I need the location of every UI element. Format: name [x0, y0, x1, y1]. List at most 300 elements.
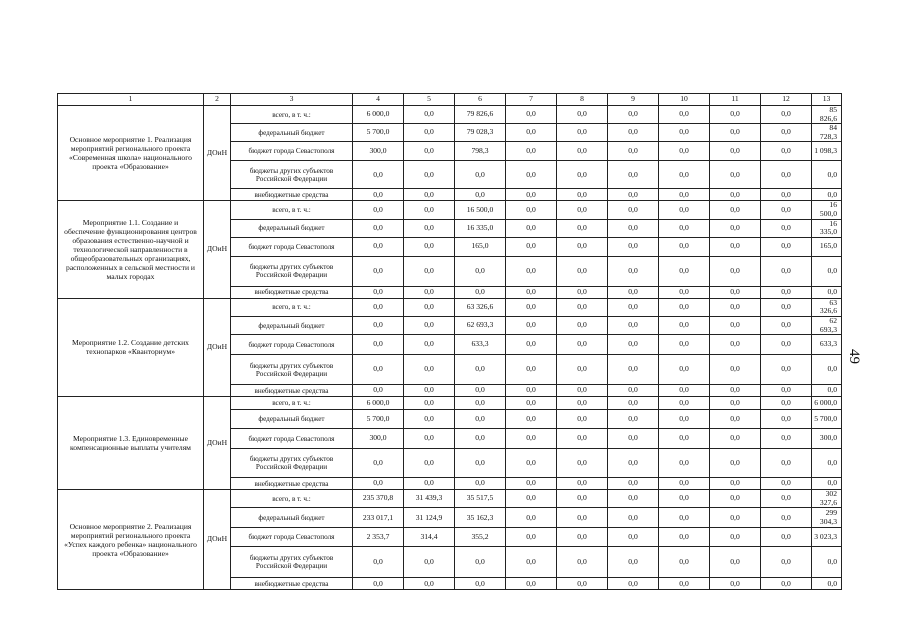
value-cell: 0,0	[710, 508, 761, 528]
value-cell: 0,0	[506, 161, 557, 189]
value-cell: 0,0	[761, 429, 812, 449]
value-cell: 0,0	[608, 298, 659, 316]
value-cell: 0,0	[353, 478, 404, 490]
value-cell: 0,0	[761, 298, 812, 316]
value-cell: 165,0	[455, 237, 506, 256]
value-cell: 0,0	[608, 449, 659, 478]
value-cell: 0,0	[506, 478, 557, 490]
table-row	[58, 106, 842, 124]
funding-source-cell: всего, в т. ч.:	[231, 201, 353, 219]
value-cell: 0,0	[404, 547, 455, 578]
header-cell: 4	[353, 94, 404, 106]
value-cell: 0,0	[353, 256, 404, 286]
value-cell: 0,0	[710, 385, 761, 397]
funding-source-cell: федеральный бюджет	[231, 219, 353, 237]
value-cell: 0,0	[506, 298, 557, 316]
value-cell: 0,0	[659, 478, 710, 490]
value-cell: 0,0	[710, 161, 761, 189]
value-cell: 0,0	[659, 298, 710, 316]
value-cell: 0,0	[761, 316, 812, 334]
value-cell: 0,0	[659, 355, 710, 385]
value-cell: 0,0	[659, 385, 710, 397]
value-cell: 0,0	[557, 189, 608, 201]
value-cell: 0,0	[404, 237, 455, 256]
budget-table	[57, 93, 842, 590]
funding-source-cell: бюджеты других субъектов Российской Федерации	[231, 256, 353, 286]
value-cell: 0,0	[455, 578, 506, 590]
value-cell: 0,0	[455, 478, 506, 490]
total-value-cell: 300,0	[812, 429, 842, 449]
value-cell: 0,0	[608, 578, 659, 590]
value-cell: 0,0	[608, 189, 659, 201]
total-value-cell: 16 335,0	[812, 219, 842, 237]
total-value-cell: 165,0	[812, 237, 842, 256]
value-cell: 0,0	[506, 429, 557, 449]
value-cell: 0,0	[455, 286, 506, 298]
value-cell: 0,0	[608, 256, 659, 286]
funding-source-cell: внебюджетные средства	[231, 578, 353, 590]
funding-source-cell: всего, в т. ч.:	[231, 490, 353, 508]
value-cell: 63 326,6	[455, 298, 506, 316]
executor-cell: ДОиН	[204, 397, 231, 490]
value-cell: 0,0	[710, 256, 761, 286]
table-row	[58, 201, 842, 219]
value-cell: 0,0	[710, 528, 761, 547]
funding-source-cell: федеральный бюджет	[231, 410, 353, 429]
value-cell: 0,0	[404, 256, 455, 286]
value-cell: 0,0	[761, 237, 812, 256]
value-cell: 0,0	[506, 219, 557, 237]
total-value-cell: 0,0	[812, 161, 842, 189]
value-cell: 0,0	[659, 449, 710, 478]
budget-table-container	[57, 93, 841, 590]
value-cell: 0,0	[710, 547, 761, 578]
value-cell: 0,0	[404, 316, 455, 334]
value-cell: 0,0	[659, 142, 710, 161]
value-cell: 0,0	[710, 397, 761, 410]
value-cell: 0,0	[608, 335, 659, 355]
value-cell: 633,3	[455, 335, 506, 355]
value-cell: 0,0	[506, 578, 557, 590]
value-cell: 0,0	[557, 578, 608, 590]
value-cell: 0,0	[506, 256, 557, 286]
value-cell: 0,0	[761, 508, 812, 528]
value-cell: 0,0	[557, 429, 608, 449]
value-cell: 0,0	[659, 189, 710, 201]
funding-source-cell: бюджет города Севастополя	[231, 528, 353, 547]
total-value-cell: 302 327,6	[812, 490, 842, 508]
value-cell: 31 439,3	[404, 490, 455, 508]
value-cell: 0,0	[710, 410, 761, 429]
value-cell: 0,0	[761, 490, 812, 508]
value-cell: 0,0	[710, 578, 761, 590]
value-cell: 0,0	[659, 429, 710, 449]
funding-source-cell: всего, в т. ч.:	[231, 298, 353, 316]
value-cell: 0,0	[404, 124, 455, 142]
value-cell: 0,0	[404, 578, 455, 590]
value-cell: 0,0	[404, 161, 455, 189]
header-cell: 1	[58, 94, 204, 106]
value-cell: 0,0	[455, 355, 506, 385]
value-cell: 0,0	[353, 201, 404, 219]
value-cell: 16 335,0	[455, 219, 506, 237]
value-cell: 0,0	[506, 355, 557, 385]
value-cell: 0,0	[761, 161, 812, 189]
value-cell: 0,0	[506, 490, 557, 508]
total-value-cell: 63 326,6	[812, 298, 842, 316]
total-value-cell: 62 693,3	[812, 316, 842, 334]
value-cell: 0,0	[557, 335, 608, 355]
value-cell: 0,0	[557, 355, 608, 385]
value-cell: 0,0	[761, 410, 812, 429]
value-cell: 0,0	[557, 397, 608, 410]
value-cell: 0,0	[659, 316, 710, 334]
value-cell: 0,0	[608, 508, 659, 528]
value-cell: 0,0	[404, 335, 455, 355]
value-cell: 0,0	[506, 201, 557, 219]
funding-source-cell: внебюджетные средства	[231, 478, 353, 490]
value-cell: 2 353,7	[353, 528, 404, 547]
measure-name-cell: Основное мероприятие 1. Реализация мероприятий регионального проекта «Современная школа» национального проекта «Образование»	[58, 106, 204, 201]
value-cell: 0,0	[710, 124, 761, 142]
value-cell: 0,0	[353, 237, 404, 256]
value-cell: 5 700,0	[353, 124, 404, 142]
value-cell: 0,0	[506, 124, 557, 142]
value-cell: 0,0	[557, 106, 608, 124]
value-cell: 0,0	[353, 547, 404, 578]
table-row	[58, 298, 842, 316]
value-cell: 0,0	[710, 355, 761, 385]
value-cell: 0,0	[710, 429, 761, 449]
value-cell: 0,0	[659, 124, 710, 142]
funding-source-cell: внебюджетные средства	[231, 286, 353, 298]
value-cell: 35 162,3	[455, 508, 506, 528]
funding-source-cell: федеральный бюджет	[231, 124, 353, 142]
value-cell: 79 028,3	[455, 124, 506, 142]
value-cell: 0,0	[506, 410, 557, 429]
value-cell: 0,0	[506, 397, 557, 410]
value-cell: 0,0	[761, 189, 812, 201]
value-cell: 0,0	[557, 237, 608, 256]
value-cell: 0,0	[659, 237, 710, 256]
value-cell: 0,0	[455, 385, 506, 397]
value-cell: 0,0	[608, 316, 659, 334]
value-cell: 314,4	[404, 528, 455, 547]
value-cell: 0,0	[659, 286, 710, 298]
header-cell: 9	[608, 94, 659, 106]
total-value-cell: 85 826,6	[812, 106, 842, 124]
header-cell: 5	[404, 94, 455, 106]
value-cell: 0,0	[506, 335, 557, 355]
value-cell: 0,0	[761, 355, 812, 385]
value-cell: 0,0	[404, 449, 455, 478]
value-cell: 0,0	[353, 578, 404, 590]
value-cell: 0,0	[608, 106, 659, 124]
value-cell: 300,0	[353, 142, 404, 161]
total-value-cell: 6 000,0	[812, 397, 842, 410]
funding-source-cell: бюджет города Севастополя	[231, 237, 353, 256]
value-cell: 0,0	[710, 237, 761, 256]
funding-source-cell: всего, в т. ч.:	[231, 106, 353, 124]
value-cell: 0,0	[761, 106, 812, 124]
measure-name-cell: Мероприятие 1.2. Создание детских технопарков «Кванториум»	[58, 298, 204, 396]
total-value-cell: 0,0	[812, 385, 842, 397]
value-cell: 0,0	[557, 385, 608, 397]
value-cell: 0,0	[404, 298, 455, 316]
total-value-cell: 633,3	[812, 335, 842, 355]
value-cell: 0,0	[761, 449, 812, 478]
funding-source-cell: внебюджетные средства	[231, 189, 353, 201]
value-cell: 0,0	[455, 397, 506, 410]
value-cell: 0,0	[557, 286, 608, 298]
measure-name-cell: Мероприятие 1.3. Единовременные компенсационные выплаты учителям	[58, 397, 204, 490]
value-cell: 0,0	[710, 478, 761, 490]
table-row	[58, 490, 842, 508]
funding-source-cell: федеральный бюджет	[231, 316, 353, 334]
value-cell: 0,0	[659, 161, 710, 189]
value-cell: 0,0	[506, 316, 557, 334]
value-cell: 0,0	[608, 286, 659, 298]
value-cell: 0,0	[608, 142, 659, 161]
value-cell: 0,0	[608, 478, 659, 490]
value-cell: 0,0	[557, 298, 608, 316]
total-value-cell: 5 700,0	[812, 410, 842, 429]
value-cell: 0,0	[353, 298, 404, 316]
value-cell: 0,0	[557, 410, 608, 429]
total-value-cell: 0,0	[812, 578, 842, 590]
value-cell: 0,0	[404, 397, 455, 410]
value-cell: 0,0	[455, 547, 506, 578]
value-cell: 0,0	[608, 385, 659, 397]
funding-source-cell: всего, в т. ч.:	[231, 397, 353, 410]
value-cell: 0,0	[761, 286, 812, 298]
value-cell: 0,0	[506, 508, 557, 528]
funding-source-cell: внебюджетные средства	[231, 385, 353, 397]
value-cell: 0,0	[761, 335, 812, 355]
header-cell: 3	[231, 94, 353, 106]
value-cell: 0,0	[506, 237, 557, 256]
value-cell: 0,0	[353, 316, 404, 334]
value-cell: 0,0	[710, 201, 761, 219]
value-cell: 0,0	[659, 256, 710, 286]
value-cell: 0,0	[353, 189, 404, 201]
total-value-cell: 84 728,3	[812, 124, 842, 142]
value-cell: 0,0	[659, 397, 710, 410]
value-cell: 0,0	[557, 124, 608, 142]
value-cell: 0,0	[659, 201, 710, 219]
funding-source-cell: федеральный бюджет	[231, 508, 353, 528]
total-value-cell: 0,0	[812, 189, 842, 201]
value-cell: 0,0	[557, 508, 608, 528]
value-cell: 0,0	[404, 410, 455, 429]
header-cell: 10	[659, 94, 710, 106]
value-cell: 0,0	[404, 201, 455, 219]
total-value-cell: 0,0	[812, 286, 842, 298]
header-cell: 11	[710, 94, 761, 106]
value-cell: 0,0	[557, 478, 608, 490]
value-cell: 0,0	[455, 161, 506, 189]
value-cell: 0,0	[659, 490, 710, 508]
measure-name-cell: Мероприятие 1.1. Создание и обеспечение функционирования центров образования естественно-научной и технологической направленности в общеобразовательных организациях, расположенных в сельской местности и малых городах	[58, 201, 204, 298]
value-cell: 62 693,3	[455, 316, 506, 334]
value-cell: 0,0	[608, 161, 659, 189]
total-value-cell: 0,0	[812, 256, 842, 286]
value-cell: 0,0	[608, 410, 659, 429]
value-cell: 79 826,6	[455, 106, 506, 124]
value-cell: 233 017,1	[353, 508, 404, 528]
value-cell: 0,0	[404, 385, 455, 397]
executor-cell: ДОиН	[204, 201, 231, 298]
total-value-cell: 0,0	[812, 355, 842, 385]
value-cell: 0,0	[608, 219, 659, 237]
value-cell: 0,0	[557, 547, 608, 578]
value-cell: 0,0	[404, 286, 455, 298]
header-cell: 2	[204, 94, 231, 106]
value-cell: 0,0	[659, 508, 710, 528]
value-cell: 6 000,0	[353, 397, 404, 410]
value-cell: 0,0	[761, 478, 812, 490]
value-cell: 0,0	[761, 142, 812, 161]
executor-cell: ДОиН	[204, 490, 231, 590]
value-cell: 300,0	[353, 429, 404, 449]
value-cell: 0,0	[710, 106, 761, 124]
value-cell: 0,0	[761, 124, 812, 142]
value-cell: 0,0	[455, 429, 506, 449]
value-cell: 0,0	[710, 316, 761, 334]
funding-source-cell: бюджет города Севастополя	[231, 429, 353, 449]
value-cell: 0,0	[710, 189, 761, 201]
total-value-cell: 299 304,3	[812, 508, 842, 528]
value-cell: 0,0	[608, 397, 659, 410]
value-cell: 0,0	[659, 410, 710, 429]
value-cell: 0,0	[404, 106, 455, 124]
value-cell: 0,0	[404, 219, 455, 237]
table-row	[58, 397, 842, 410]
header-cell: 13	[812, 94, 842, 106]
value-cell: 0,0	[557, 528, 608, 547]
funding-source-cell: бюджет города Севастополя	[231, 142, 353, 161]
value-cell: 0,0	[353, 385, 404, 397]
value-cell: 0,0	[761, 256, 812, 286]
header-cell: 6	[455, 94, 506, 106]
value-cell: 0,0	[404, 355, 455, 385]
header-cell: 8	[557, 94, 608, 106]
value-cell: 16 500,0	[455, 201, 506, 219]
value-cell: 0,0	[608, 429, 659, 449]
total-value-cell: 3 023,3	[812, 528, 842, 547]
value-cell: 0,0	[506, 385, 557, 397]
value-cell: 0,0	[608, 201, 659, 219]
value-cell: 0,0	[659, 528, 710, 547]
executor-cell: ДОиН	[204, 298, 231, 396]
value-cell: 0,0	[506, 528, 557, 547]
value-cell: 0,0	[506, 106, 557, 124]
value-cell: 0,0	[455, 449, 506, 478]
value-cell: 0,0	[608, 237, 659, 256]
value-cell: 0,0	[761, 547, 812, 578]
value-cell: 0,0	[608, 547, 659, 578]
value-cell: 235 370,8	[353, 490, 404, 508]
value-cell: 0,0	[353, 161, 404, 189]
value-cell: 0,0	[353, 335, 404, 355]
value-cell: 0,0	[557, 449, 608, 478]
value-cell: 0,0	[506, 449, 557, 478]
value-cell: 0,0	[353, 219, 404, 237]
total-value-cell: 0,0	[812, 449, 842, 478]
value-cell: 0,0	[506, 547, 557, 578]
header-cell: 12	[761, 94, 812, 106]
value-cell: 0,0	[506, 286, 557, 298]
value-cell: 0,0	[659, 106, 710, 124]
value-cell: 0,0	[404, 189, 455, 201]
value-cell: 0,0	[557, 161, 608, 189]
value-cell: 0,0	[353, 449, 404, 478]
measure-name-cell: Основное мероприятие 2. Реализация мероприятий регионального проекта «Успех каждого ребенка» национального проекта «Образование»	[58, 490, 204, 590]
value-cell: 0,0	[353, 355, 404, 385]
value-cell: 0,0	[404, 142, 455, 161]
value-cell: 0,0	[608, 124, 659, 142]
page-number: 49	[846, 349, 862, 364]
value-cell: 0,0	[455, 410, 506, 429]
value-cell: 0,0	[659, 335, 710, 355]
value-cell: 0,0	[761, 397, 812, 410]
value-cell: 6 000,0	[353, 106, 404, 124]
value-cell: 0,0	[404, 478, 455, 490]
value-cell: 0,0	[557, 490, 608, 508]
value-cell: 0,0	[608, 355, 659, 385]
value-cell: 0,0	[659, 547, 710, 578]
value-cell: 0,0	[455, 189, 506, 201]
value-cell: 0,0	[557, 316, 608, 334]
total-value-cell: 1 098,3	[812, 142, 842, 161]
funding-source-cell: бюджеты других субъектов Российской Федерации	[231, 161, 353, 189]
funding-source-cell: бюджеты других субъектов Российской Федерации	[231, 355, 353, 385]
funding-source-cell: бюджеты других субъектов Российской Федерации	[231, 449, 353, 478]
value-cell: 355,2	[455, 528, 506, 547]
header-cell: 7	[506, 94, 557, 106]
value-cell: 0,0	[710, 286, 761, 298]
executor-cell: ДОиН	[204, 106, 231, 201]
value-cell: 0,0	[761, 578, 812, 590]
value-cell: 35 517,5	[455, 490, 506, 508]
value-cell: 0,0	[608, 528, 659, 547]
funding-source-cell: бюджеты других субъектов Российской Федерации	[231, 547, 353, 578]
value-cell: 31 124,9	[404, 508, 455, 528]
value-cell: 0,0	[761, 385, 812, 397]
total-value-cell: 16 500,0	[812, 201, 842, 219]
value-cell: 0,0	[455, 256, 506, 286]
total-value-cell: 0,0	[812, 478, 842, 490]
value-cell: 0,0	[557, 201, 608, 219]
value-cell: 0,0	[710, 490, 761, 508]
header-row	[58, 94, 842, 106]
value-cell: 0,0	[710, 298, 761, 316]
value-cell: 0,0	[506, 189, 557, 201]
value-cell: 0,0	[710, 142, 761, 161]
value-cell: 0,0	[557, 256, 608, 286]
value-cell: 0,0	[710, 335, 761, 355]
value-cell: 0,0	[557, 219, 608, 237]
value-cell: 0,0	[506, 142, 557, 161]
value-cell: 5 700,0	[353, 410, 404, 429]
total-value-cell: 0,0	[812, 547, 842, 578]
value-cell: 0,0	[710, 219, 761, 237]
value-cell: 0,0	[761, 219, 812, 237]
funding-source-cell: бюджет города Севастополя	[231, 335, 353, 355]
value-cell: 0,0	[710, 449, 761, 478]
value-cell: 0,0	[353, 286, 404, 298]
value-cell: 798,3	[455, 142, 506, 161]
